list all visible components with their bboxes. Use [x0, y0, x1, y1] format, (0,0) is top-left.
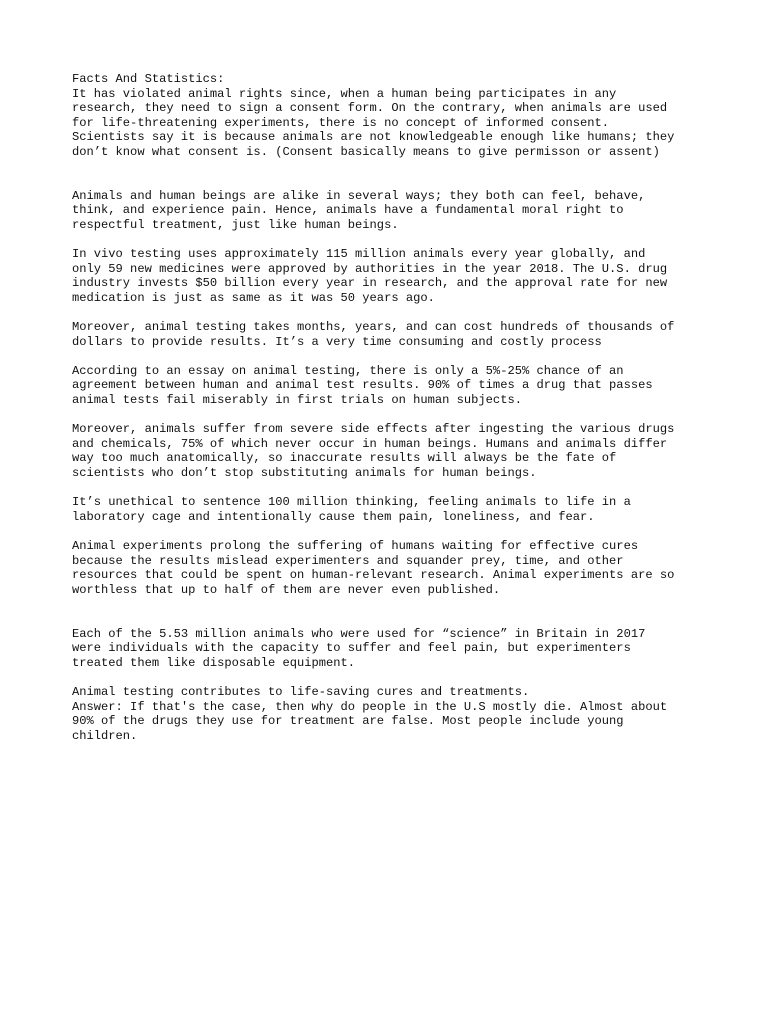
text-line: scientists who don’t stop substituting animals for human beings.	[72, 466, 537, 481]
heading-facts-and-statistics: Facts And Statistics:	[72, 72, 225, 86]
text-line: only 59 new medicines were approved by authorities in the year 2018. The U.S. drug	[72, 261, 668, 276]
text-line: treated them like disposable equipment.	[72, 655, 356, 670]
paragraph-spacer	[72, 408, 712, 423]
paragraph-spacer	[72, 233, 712, 248]
paragraph-side-effects	[72, 422, 712, 480]
text-line: think, and experience pain. Hence, animals have a fundamental moral right to	[72, 203, 624, 218]
text-line: animal tests fail miserably in first trials on human subjects.	[72, 393, 522, 408]
text-line: medication is just as same as it was 50 years ago.	[72, 290, 435, 305]
text-line: dollars to provide results. It’s a very time consuming and costly process	[72, 334, 602, 349]
text-line: It’s unethical to sentence 100 million thinking, feeling animals to life in a	[72, 495, 631, 510]
text-line: Animals and human beings are alike in several ways; they both can feel, behave,	[72, 188, 646, 203]
text-line: Moreover, animal testing takes months, years, and can cost hundreds of thousands of	[72, 320, 675, 335]
text-line: Animal testing contributes to life-saving cures and treatments.	[72, 684, 530, 699]
text-line: It has violated animal rights since, when a human being participates in any	[72, 86, 617, 101]
paragraph-spacer	[72, 160, 712, 189]
text-line: laboratory cage and intentionally cause them pain, loneliness, and fear.	[72, 509, 595, 524]
text-line: Animal experiments prolong the suffering of humans waiting for effective cures	[72, 539, 639, 553]
text-line: industry invests $50 billion every year in research, and the approval rate for new	[72, 276, 668, 291]
text-line: respectful treatment, just like human beings.	[72, 217, 399, 232]
paragraph-in-vivo	[72, 247, 712, 305]
paragraph-spacer	[72, 481, 712, 496]
text-line: research, they need to sign a consent form. On the contrary, when animals are used	[72, 101, 668, 116]
paragraph-spacer	[72, 349, 712, 364]
paragraph-spacer	[72, 306, 712, 321]
paragraph-essay	[72, 364, 712, 408]
text-line: 90% of the drugs they use for treatment are false. Most people include young	[72, 714, 624, 729]
paragraph-spacer	[72, 597, 712, 626]
text-line: Answer: If that's the case, then why do people in the U.S mostly die. Almost about	[72, 699, 668, 714]
document-page	[72, 72, 712, 743]
text-line: Scientists say it is because animals are not knowledgeable enough like humans; they	[72, 130, 675, 145]
text-line: way too much anatomically, so inaccurate results will always be the fate of	[72, 451, 617, 466]
paragraph-prolong	[72, 539, 712, 597]
text-line: don’t know what consent is. (Consent basically means to give permisson or assent)	[72, 144, 660, 159]
paragraph-spacer	[72, 524, 712, 539]
paragraph-spacer	[72, 670, 712, 685]
text-line: were individuals with the capacity to suffer and feel pain, but experimenters	[72, 641, 631, 656]
text-line: Moreover, animals suffer from severe side effects after ingesting the various drugs	[72, 422, 675, 437]
paragraph-alike	[72, 189, 712, 233]
paragraph-britain	[72, 627, 712, 671]
text-line: and chemicals, 75% of which never occur in human beings. Humans and animals differ	[72, 436, 668, 451]
text-line: worthless that up to half of them are never even published.	[72, 582, 501, 597]
paragraph-facts	[72, 72, 712, 160]
text-line: children.	[72, 728, 138, 743]
text-line: agreement between human and animal test results. 90% of times a drug that passes	[72, 378, 653, 393]
paragraph-answer	[72, 685, 712, 743]
text-line: According to an essay on animal testing, there is only a 5%-25% chance of an	[72, 363, 624, 378]
text-line: for life-threatening experiments, there is no concept of informed consent.	[72, 115, 610, 130]
paragraph-cost	[72, 320, 712, 349]
text-line: Each of the 5.53 million animals who were used for “science” in Britain in 2017	[72, 626, 646, 641]
text-line: In vivo testing uses approximately 115 million animals every year globally, and	[72, 247, 646, 262]
text-line: resources that could be spent on human-relevant research. Animal experiments are so	[72, 568, 675, 583]
text-line: because the results mislead experimenters and squander prey, time, and other	[72, 553, 624, 568]
paragraph-unethical	[72, 495, 712, 524]
